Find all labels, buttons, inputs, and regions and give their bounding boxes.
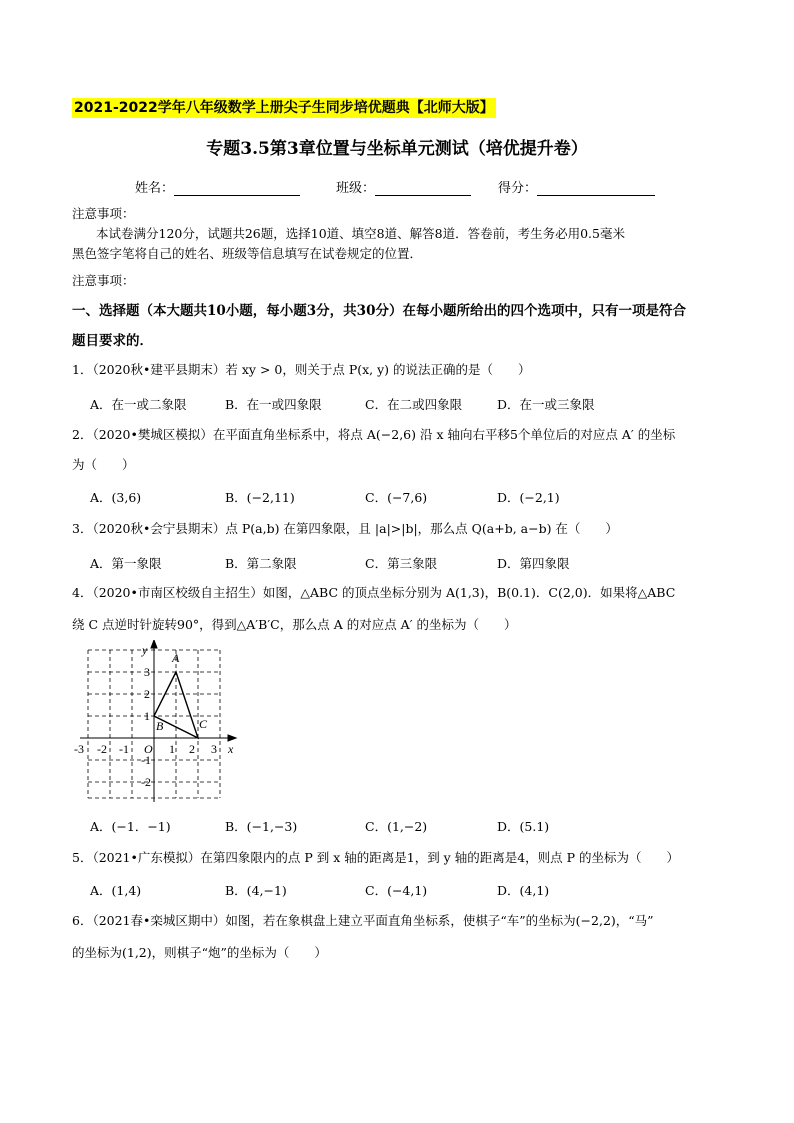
- question-2-stem-line-2: 为（ ）: [72, 457, 135, 472]
- x-tick-label: 3: [211, 742, 217, 756]
- class-field[interactable]: [336, 177, 471, 196]
- score-label: 得分：: [498, 181, 538, 196]
- section-heading-line-2: 题目要求的．: [72, 333, 153, 349]
- question-2-stem-line-1: 2．（2020•樊城区模拟）在平面直角坐标系中，将点 A(−2,6) 沿 x 轴向右平移5个单位后的对应点 A′ 的坐标: [72, 427, 676, 442]
- question-6-stem-line-1: 6．（2021春•栾城区期中）如图，若在象棋盘上建立平面直角坐标系，使棋子“车”的坐标为(−2,2)，“马”: [72, 913, 654, 928]
- document-title: 专题3.5第3章位置与坐标单元测试（培优提升卷）: [206, 139, 588, 159]
- q1-option-d[interactable]: D．在一或三象限: [497, 397, 595, 412]
- q4-option-a[interactable]: A．(−1．−1): [90, 819, 171, 834]
- notes-line-2: 黑色签字笔将自己的姓名、班级等信息填写在试卷规定的位置．: [72, 246, 423, 261]
- point-label-a: A: [172, 651, 180, 665]
- q4-option-d[interactable]: D．(5.1): [497, 819, 550, 834]
- y-tick-label: 1: [144, 709, 150, 723]
- q3-option-d[interactable]: D．第四象限: [497, 556, 570, 571]
- origin-label: O: [144, 742, 153, 756]
- x-axis-label: x: [228, 742, 234, 756]
- point-label-b: B: [156, 719, 164, 733]
- question-4-stem-line-2: 绕 C 点逆时针旋转90°，得到△A′B′C，那么点 A 的对应点 A′ 的坐标为（ ）: [72, 617, 517, 632]
- section-heading-line-1: 一、选择题（本大题共10小题，每小题3分，共30分）在每小题所给出的四个选项中，只有一项是符合: [72, 303, 686, 319]
- q5-option-d[interactable]: D．(4,1): [497, 883, 550, 898]
- x-tick-label: -1: [119, 742, 129, 756]
- q2-option-d[interactable]: D．(−2,1): [497, 490, 560, 505]
- x-tick-label: 1: [169, 742, 175, 756]
- point-label-c: C: [199, 717, 208, 731]
- question-4-stem-line-1: 4．（2020•市南区校级自主招生）如图，△ABC 的顶点坐标分别为 A(1,3)，B(0.1)．C(2,0)．如果将△ABC: [72, 585, 676, 600]
- q1-option-a[interactable]: A．在一或二象限: [90, 397, 187, 412]
- coordinate-grid-figure: [70, 640, 245, 805]
- q4-option-b[interactable]: B．(−1,−3): [225, 819, 298, 834]
- q3-option-b[interactable]: B．第二象限: [225, 556, 297, 571]
- score-field[interactable]: [498, 177, 655, 196]
- score-blank[interactable]: [537, 181, 655, 196]
- notes-heading: 注意事项：: [72, 206, 135, 221]
- q5-option-a[interactable]: A．(1,4): [90, 883, 142, 898]
- y-tick-label: -1: [141, 753, 151, 767]
- class-label: 班级：: [336, 181, 376, 196]
- y-tick-label: 3: [144, 665, 150, 679]
- q1-option-c[interactable]: C．在二或四象限: [365, 397, 463, 412]
- name-field[interactable]: [135, 177, 300, 196]
- notes-line-1: 本试卷满分120分，试题共26题，选择10道、填空8道、解答8道．答卷前，考生务必用0.5毫米: [96, 226, 625, 241]
- y-axis-label: y: [142, 643, 148, 657]
- question-5-stem: 5．（2021•广东模拟）在第四象限内的点 P 到 x 轴的距离是1，到 y 轴的距离是4，则点 P 的坐标为（ ）: [72, 850, 680, 865]
- q1-option-b[interactable]: B．在一或四象限: [225, 397, 322, 412]
- name-label: 姓名：: [135, 181, 175, 196]
- q4-option-c[interactable]: C．(1,−2): [365, 819, 428, 834]
- q3-option-a[interactable]: A．第一象限: [90, 556, 162, 571]
- q5-option-c[interactable]: C．(−4,1): [365, 883, 428, 898]
- series-banner: 2021-2022学年八年级数学上册尖子生同步培优题典【北师大版】: [74, 100, 494, 116]
- q5-option-b[interactable]: B．(4,−1): [225, 883, 287, 898]
- name-blank[interactable]: [174, 181, 300, 196]
- class-blank[interactable]: [375, 181, 471, 196]
- question-6-stem-line-2: 的坐标为(1,2)，则棋子“炮”的坐标为（ ）: [72, 945, 327, 960]
- y-tick-label: 2: [144, 687, 150, 701]
- y-tick-label: -2: [141, 775, 151, 789]
- question-1-stem: 1．（2020秋•建平县期末）若 xy > 0，则关于点 P(x, y) 的说法正确的是（ ）: [72, 362, 531, 377]
- q2-option-c[interactable]: C．(−7,6): [365, 490, 428, 505]
- notes-heading-2: 注意事项：: [72, 273, 135, 288]
- question-3-stem: 3．（2020秋•会宁县期末）点 P(a,b) 在第四象限，且 |a|>|b|，那么点 Q(a+b, a−b) 在（ ）: [72, 521, 618, 536]
- q2-option-b[interactable]: B．(−2,11): [225, 490, 295, 505]
- x-tick-label: -2: [97, 742, 107, 756]
- x-tick-label: -3: [74, 742, 84, 756]
- x-tick-label: 2: [189, 742, 195, 756]
- q3-option-c[interactable]: C．第三象限: [365, 556, 438, 571]
- q2-option-a[interactable]: A．(3,6): [90, 490, 142, 505]
